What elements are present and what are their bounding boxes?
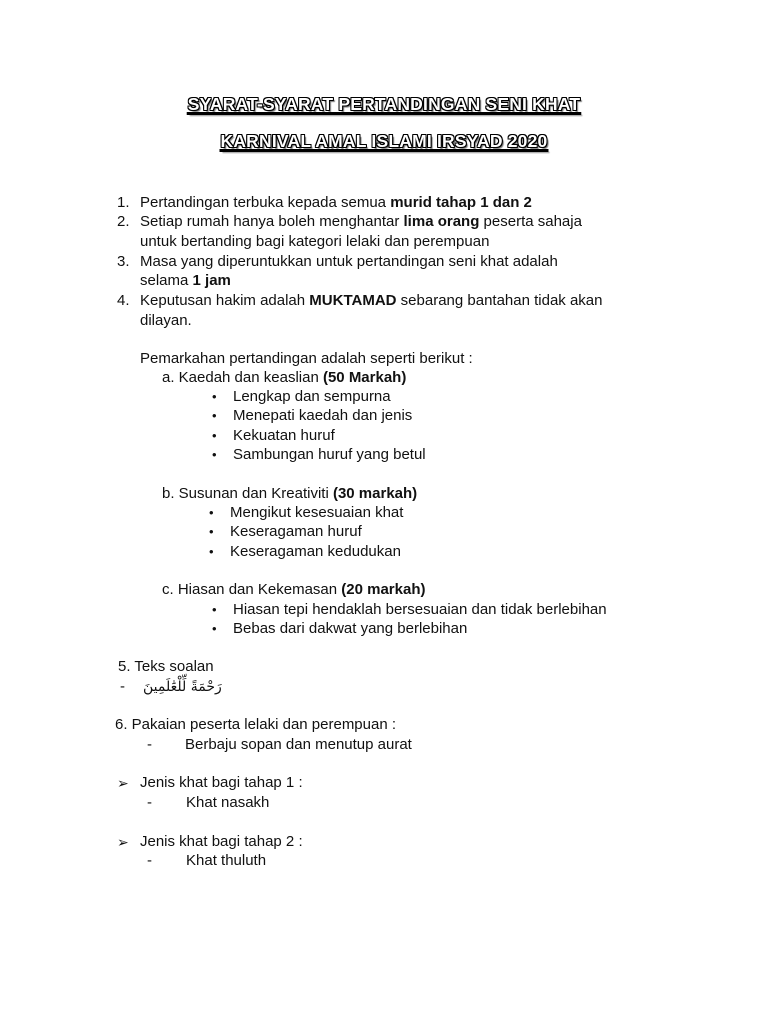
section-5-heading: 5. Teks soalan bbox=[118, 658, 214, 675]
arabic-text: رَحْمَةً لِّلْعَٰلَمِينَ bbox=[143, 679, 222, 695]
criterion-b-item: Keseragaman huruf bbox=[230, 523, 362, 540]
dash: - bbox=[120, 678, 125, 695]
bullet-icon: • bbox=[212, 389, 217, 404]
khat-tahap-1-item: Khat nasakh bbox=[186, 794, 270, 811]
section-6-heading: 6. Pakaian peserta lelaki dan perempuan : bbox=[115, 716, 397, 733]
rule-4: Keputusan hakim adalah MUKTAMAD sebarang bantahan tidak akan bbox=[140, 292, 603, 309]
section-6-item: Berbaju sopan dan menutup aurat bbox=[185, 736, 412, 753]
dash: - bbox=[147, 794, 152, 811]
criterion-c-item: Bebas dari dakwat yang berlebihan bbox=[233, 620, 468, 637]
criterion-b-heading: b. Susunan dan Kreativiti (30 markah) bbox=[162, 485, 418, 502]
rule-4-continuation: dilayan. bbox=[140, 312, 192, 329]
khat-tahap-2-item: Khat thuluth bbox=[186, 852, 267, 869]
rule-3-continuation: selama 1 jam bbox=[140, 272, 231, 289]
dash: - bbox=[147, 736, 152, 753]
marking-intro: Pemarkahan pertandingan adalah seperti berikut : bbox=[140, 350, 473, 367]
bullet-icon: • bbox=[209, 505, 214, 520]
khat-tahap-2-heading: Jenis khat bagi tahap 2 : bbox=[140, 833, 303, 850]
bullet-icon: • bbox=[212, 428, 217, 443]
rule-number: 4. bbox=[117, 292, 130, 309]
bullet-icon: • bbox=[212, 621, 217, 636]
criterion-c-item: Hiasan tepi hendaklah bersesuaian dan tidak berlebihan bbox=[233, 601, 607, 618]
arrow-bullet-icon: ➢ bbox=[117, 834, 129, 850]
criterion-a-item: Kekuatan huruf bbox=[233, 427, 335, 444]
document-title-line2: KARNIVAL AMAL ISLAMI IRSYAD 2020 bbox=[220, 131, 548, 151]
criterion-b-item: Keseragaman kedudukan bbox=[230, 543, 401, 560]
rule-2: Setiap rumah hanya boleh menghantar lima orang peserta sahaja bbox=[140, 213, 582, 230]
criterion-a-item: Lengkap dan sempurna bbox=[233, 388, 391, 405]
document-title-line1: SYARAT-SYARAT PERTANDINGAN SENI KHAT bbox=[187, 94, 581, 114]
criterion-b-item: Mengikut kesesuaian khat bbox=[230, 504, 404, 521]
rule-1: Pertandingan terbuka kepada semua murid tahap 1 dan 2 bbox=[140, 194, 532, 211]
rule-number: 2. bbox=[117, 213, 130, 230]
criterion-a-heading: a. Kaedah dan keaslian (50 Markah) bbox=[162, 369, 407, 386]
bullet-icon: • bbox=[212, 447, 217, 462]
bullet-icon: • bbox=[209, 544, 214, 559]
khat-tahap-1-heading: Jenis khat bagi tahap 1 : bbox=[140, 774, 303, 791]
bullet-icon: • bbox=[209, 524, 214, 539]
dash: - bbox=[147, 852, 152, 869]
rule-number: 1. bbox=[117, 194, 130, 211]
rule-number: 3. bbox=[117, 253, 130, 270]
arrow-bullet-icon: ➢ bbox=[117, 775, 129, 791]
rule-3: Masa yang diperuntukkan untuk pertandingan seni khat adalah bbox=[140, 253, 558, 270]
criterion-a-item: Sambungan huruf yang betul bbox=[233, 446, 426, 463]
bullet-icon: • bbox=[212, 408, 217, 423]
rule-2-continuation: untuk bertanding bagi kategori lelaki dan perempuan bbox=[140, 233, 490, 250]
criterion-c-heading: c. Hiasan dan Kekemasan (20 markah) bbox=[162, 581, 426, 598]
bullet-icon: • bbox=[212, 602, 217, 617]
criterion-a-item: Menepati kaedah dan jenis bbox=[233, 407, 413, 424]
